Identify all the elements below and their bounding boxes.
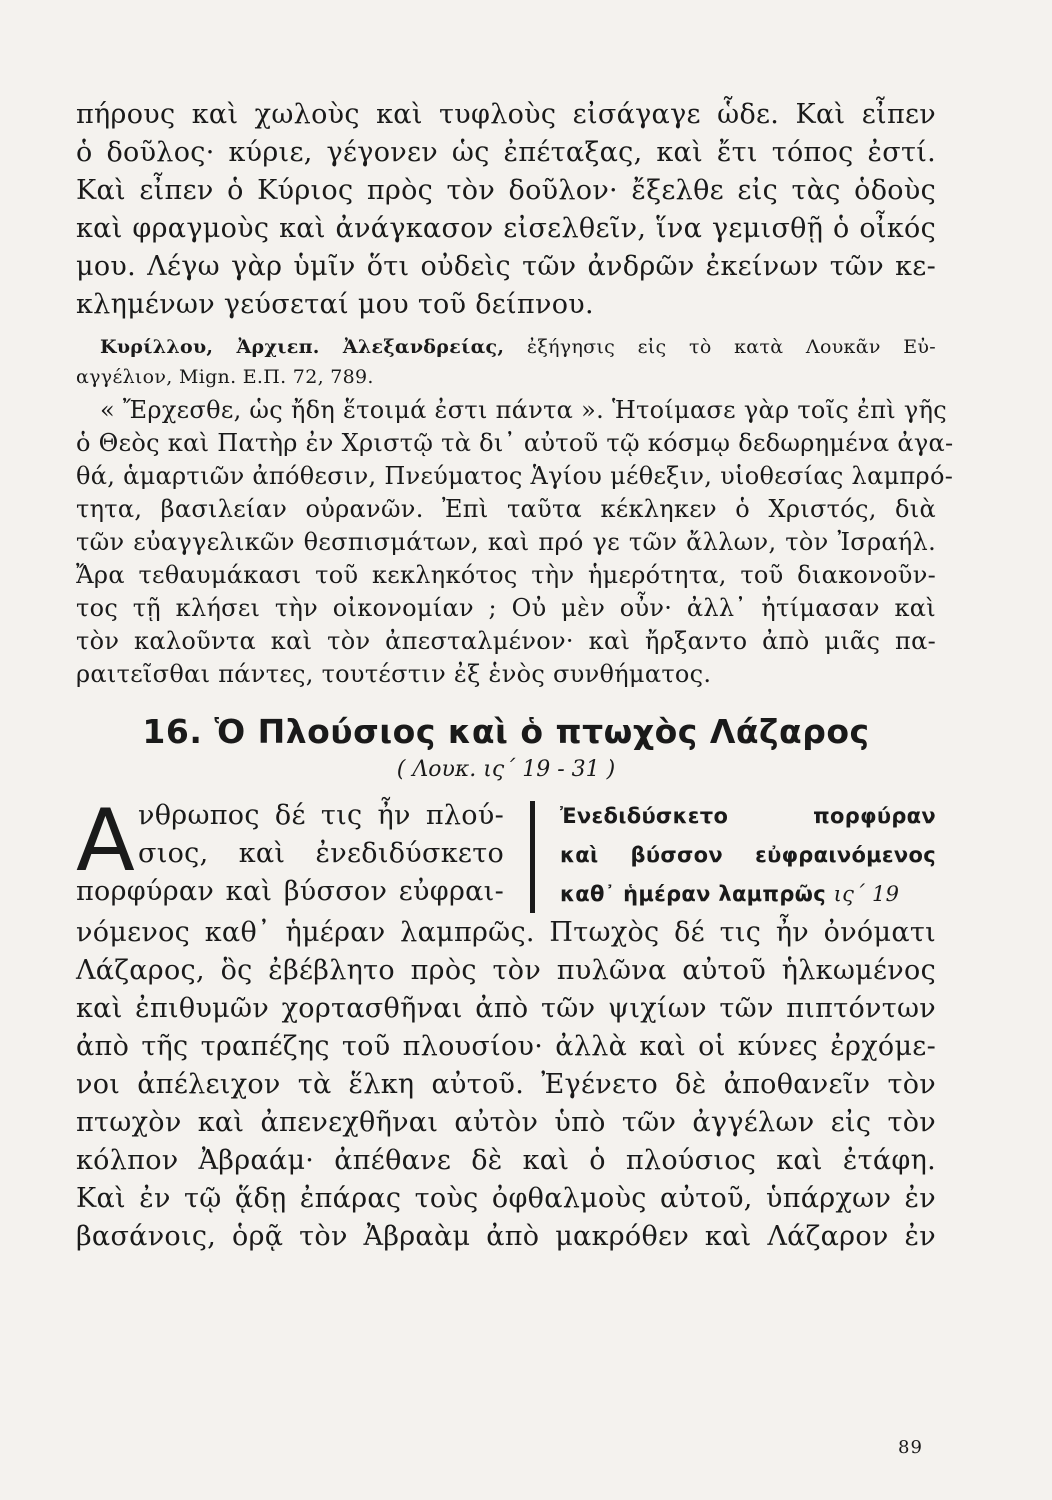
page-number: 89 (898, 1437, 923, 1458)
text-line: Καὶ ἐν τῷ ᾅδῃ ἐπάρας τοὺς ὀφθαλμοὺς αὐτοῦ, ὑπάρχων ἐν (76, 1183, 936, 1214)
text-line: πτωχὸν καὶ ἀπενεχθῆναι αὐτὸν ὑπὸ τῶν ἀγγέλων εἰς τὸν (76, 1107, 936, 1138)
two-column-block (76, 791, 936, 914)
text-line: Καὶ εἶπεν ὁ Κύριος πρὸς τὸν δοῦλον· ἔξελθε εἰς τὰς ὁδοὺς (76, 175, 936, 206)
text-line: βασάνοις, ὁρᾷ τὸν Ἀβραὰμ ἀπὸ μακρόθεν καὶ Λάζαρον ἐν (76, 1221, 936, 1252)
text-line: νοι ἀπέλειχον τὰ ἕλκη αὐτοῦ. Ἐγένετο δὲ ἀποθανεῖν τὸν (76, 1069, 936, 1100)
text-line: Ἄρα τεθαυμάκασι τοῦ κεκληκότος τὴν ἡμερότητα, τοῦ διακονοῦν- (76, 561, 936, 589)
gospel-text-column (76, 791, 504, 914)
section-heading: 16. Ὁ Πλούσιος καὶ ὁ πτωχὸς Λάζαρος (142, 712, 870, 751)
intro-paragraph (76, 96, 936, 324)
text-line: τητα, βασιλείαν οὐρανῶν. Ἐπὶ ταῦτα κέκληκεν ὁ Χριστός, διὰ (76, 495, 936, 523)
citation-author: Κυρίλλου, Ἀρχιεπ. Ἀλεξανδρείας, (100, 336, 505, 358)
text-line: ραιτεῖσθαι πάντες, τουτέστιν ἐξ ἑνὸς συνθήματος. (76, 660, 712, 688)
citation-line-2: αγγέλιον, Mign. Ε.Π. 72, 789. (76, 366, 374, 388)
column-divider (504, 797, 560, 914)
page-content (76, 96, 954, 1256)
text-line: ἀπὸ τῆς τραπέζης τοῦ πλουσίου· ἀλλὰ καὶ οἱ κύνες ἐρχόμε- (76, 1031, 936, 1062)
verse-text: καθ᾽ ἡμέραν λαμπρῶς (560, 882, 826, 906)
text-line: « Ἔρχεσθε, ὡς ἤδη ἕτοιμά ἐστι πάντα ». Ἡτοίμασε γὰρ τοῖς ἐπὶ γῆς (100, 396, 947, 424)
text-line: καὶ ἐπιθυμῶν χορτασθῆναι ἀπὸ τῶν ψιχίων τῶν πιπτόντων (76, 993, 936, 1024)
text-line: ὁ Θεὸς καὶ Πατὴρ ἐν Χριστῷ τὰ δι᾽ αὐτοῦ τῷ κόσμῳ δεδωρημένα ἀγα- (76, 429, 954, 457)
gospel-text-continued (76, 914, 936, 1256)
text-line: κλημένων γεύσεταί μου τοῦ δείπνου. (76, 289, 594, 320)
text-line: τὸν καλοῦντα καὶ τὸν ἀπεσταλμένον· καὶ ἤρξαντο ἀπὸ μιᾶς πα- (76, 627, 936, 655)
text-line: πήρους καὶ χωλοὺς καὶ τυφλοὺς εἰσάγαγε ὧδε. Καὶ εἶπεν (76, 99, 936, 130)
drop-cap: Α (76, 791, 135, 891)
text-line: τος τῇ κλήσει τὴν οἰκονομίαν ; Οὐ μὲν οὖν· ἀλλ᾽ ἠτίμασαν καὶ (76, 594, 936, 622)
text-line: θά, ἁμαρτιῶν ἀπόθεσιν, Πνεύματος Ἁγίου μέθεξιν, υἱοθεσίας λαμπρό- (76, 462, 954, 490)
text-line: πορφύραν καὶ βύσσον εὐφραι- (76, 876, 504, 907)
text-line: κόλπον Ἀβραάμ· ἀπέθανε δὲ καὶ ὁ πλούσιος καὶ ἐτάφη. (76, 1145, 936, 1176)
commentary-paragraph (76, 394, 954, 691)
text-line: μου. Λέγω γὰρ ὑμῖν ὅτι οὐδεὶς τῶν ἀνδρῶν ἐκείνων τῶν κε- (76, 251, 936, 282)
verse-reference: ις΄ 19 (833, 882, 900, 906)
verse-line: καὶ βύσσον εὐφραινόμενος (560, 843, 936, 867)
verse-line: Ἐνεδιδύσκετο πορφύραν (560, 804, 936, 828)
text-line: νθρωπος δέ τις ἦν πλού- (138, 800, 504, 831)
citation-line (76, 332, 936, 362)
text-line: ὁ δοῦλος· κύριε, γέγονεν ὡς ἐπέταξας, καὶ ἔτι τόπος ἐστί. (76, 137, 936, 168)
verse-line (560, 875, 936, 914)
citation-rest: ἐξήγησις εἰς τὸ κατὰ Λουκᾶν Εὐ- (526, 336, 936, 358)
section-reference: ( Λουκ. ις΄ 19 - 31 ) (396, 757, 616, 782)
citation (76, 332, 936, 392)
text-line: καὶ φραγμοὺς καὶ ἀνάγκασον εἰσελθεῖν, ἵνα γεμισθῇ ὁ οἶκός (76, 213, 936, 244)
text-line: νόμενος καθ᾽ ἡμέραν λαμπρῶς. Πτωχὸς δέ τις ἦν ὀνόματι (76, 917, 936, 948)
text-line: τῶν εὐαγγελικῶν θεσπισμάτων, καὶ πρό γε τῶν ἄλλων, τὸν Ἰσραήλ. (76, 528, 936, 556)
text-line: Λάζαρος, ὃς ἐβέβλητο πρὸς τὸν πυλῶνα αὐτοῦ ἡλκωμένος (76, 955, 936, 986)
text-line: σιος, καὶ ἐνεδιδύσκετο (138, 838, 504, 869)
verse-quote-column (560, 797, 936, 914)
